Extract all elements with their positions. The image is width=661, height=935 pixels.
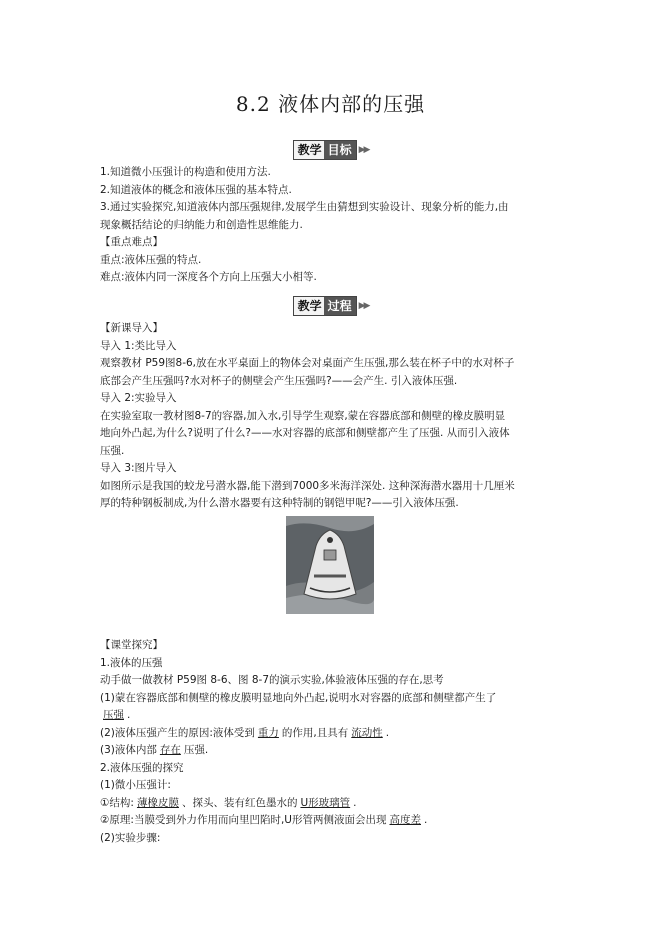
process-section (100, 320, 564, 513)
submersible-photo-graphic (286, 516, 374, 614)
explore-line (100, 742, 564, 760)
page-title: 8.2 液体内部的压强 (235, 92, 426, 116)
process-line: 导入 1:类比导入 (100, 339, 177, 352)
explore-line (100, 725, 564, 743)
objective-line: 现象概括结论的归纳能力和创造性思维能力. (100, 218, 303, 231)
process-banner (0, 295, 661, 315)
double-arrow-icon: ▶▶ (358, 144, 369, 155)
objective-line: 2.知道液体的概念和液体压强的基本特点. (100, 183, 292, 196)
explore-heading: 【课堂探究】 (100, 639, 163, 651)
explore-section (100, 637, 564, 847)
process-line: 导入 3:图片导入 (100, 462, 177, 474)
process-line: 导入 2:实验导入 (100, 392, 177, 404)
answer-blank: 高度差 (389, 814, 421, 826)
process-line: 如图所示是我国的蛟龙号潜水器,能下潜到7000多米海洋深处. 这种深海潜水器用十几厘米 (100, 479, 515, 492)
explore-line: 2.液体压强的探究 (100, 761, 184, 774)
banner-label-b: 过程 (324, 297, 356, 315)
process-line: 压强. (100, 444, 125, 457)
explore-line: 动手做一做教材 P59图 8-6、图 8-7的演示实验,体验液体压强的存在,思考 (100, 674, 444, 686)
text-segment: (3)液体内部 (100, 744, 157, 756)
answer-blank: 存在 (159, 744, 181, 756)
double-arrow-icon: ▶▶ (358, 300, 369, 311)
text-segment: ①结构: (100, 796, 134, 809)
banner-label-a: 教学 (297, 299, 322, 313)
text-segment: (2)液体压强产生的原因:液体受到 (100, 726, 255, 739)
difficulty-line: 难点:液体内同一深度各个方向上压强大小相等. (100, 271, 317, 283)
objective-line: 1.知道微小压强计的构造和使用方法. (100, 166, 271, 178)
objectives-banner-box (293, 140, 357, 160)
banner-label-a: 教学 (297, 143, 322, 157)
answer-blank: 薄橡皮膜 (136, 796, 179, 809)
punctuation: . (353, 796, 357, 809)
text-segment: 、探头、装有红色墨水的 (181, 796, 298, 809)
objectives-section (100, 164, 564, 287)
explore-line (100, 795, 564, 813)
key-point-line: 重点:液体压强的特点. (100, 253, 202, 266)
punctuation: . (127, 709, 131, 721)
punctuation: . (423, 814, 428, 826)
explore-line (100, 707, 564, 725)
answer-blank: 重力 (257, 726, 279, 739)
answer-blank: U形玻璃管 (300, 796, 351, 809)
explore-line: 1.液体的压强 (100, 656, 163, 669)
process-line: 底部会产生压强吗?水对杯子的侧壁会产生压强吗?——会产生. 引入液体压强. (100, 374, 458, 387)
explore-line: (2)实验步骤: (100, 831, 161, 844)
explore-line: (1)微小压强计: (100, 779, 171, 791)
banner-label-b: 目标 (324, 141, 356, 159)
process-banner-box (293, 296, 357, 316)
objectives-banner (0, 139, 661, 159)
answer-blank: 压强 (103, 709, 124, 721)
process-line: 在实验室取一教材图8-7的容器,加入水,引导学生观察,蒙在容器底部和侧壁的橡皮膜明显 (100, 409, 506, 422)
punctuation: . (385, 726, 390, 739)
answer-blank: 流动性 (351, 726, 383, 739)
explore-line: (1)蒙在容器底部和侧壁的橡皮膜明显地向外凸起,说明水对容器的底部和侧壁都产生了 (100, 691, 497, 704)
text-segment: 压强. (183, 744, 209, 756)
new-lesson-heading: 【新课导入】 (100, 322, 163, 334)
process-line: 厚的特种钢板制成,为什么潜水器要有这种特制的钢铠甲呢?——引入液体压强. (100, 497, 459, 509)
text-segment: 的作用,且具有 (281, 726, 349, 739)
objective-line: 3.通过实验探究,知道液体内部压强规律,发展学生由猜想到实验设计、现象分析的能力,由 (100, 201, 509, 213)
key-points-heading: 【重点难点】 (100, 236, 163, 248)
process-line: 地向外凸起,为什么?说明了什么?——水对容器的底部和侧壁都产生了压强. 从而引入液体 (100, 427, 510, 439)
explore-line (100, 812, 564, 830)
submersible-photo (286, 516, 374, 614)
process-line: 观察教材 P59图8-6,放在水平桌面上的物体会对桌面产生压强,那么装在杯子中的水对杯子 (100, 357, 515, 369)
text-segment: ②原理:当膜受到外力作用而向里凹陷时,U形管两侧液面会出现 (100, 814, 387, 826)
